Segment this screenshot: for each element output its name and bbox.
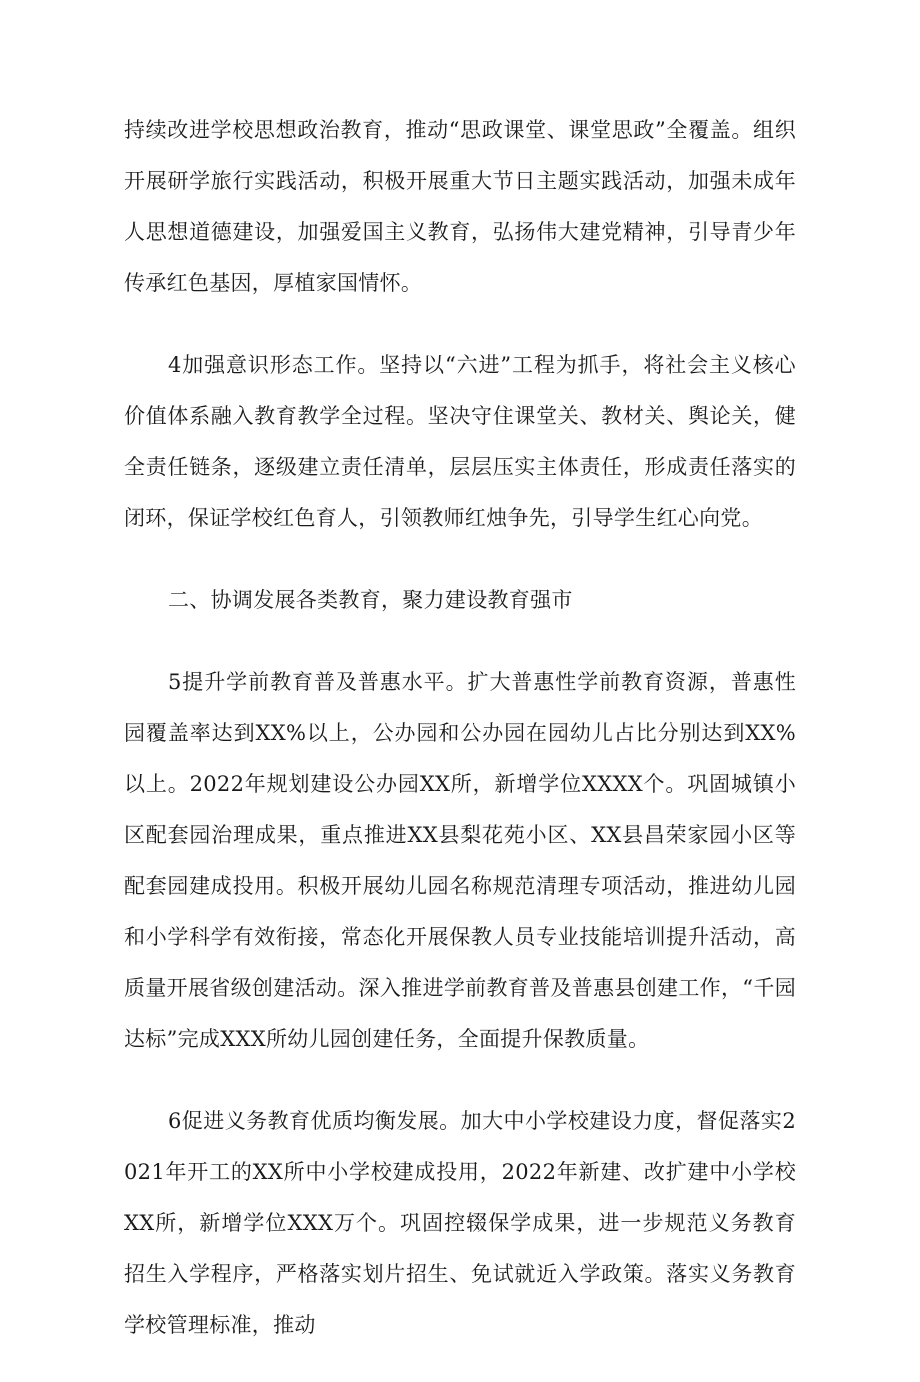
document-body bbox=[124, 105, 796, 1382]
section-heading-coordinated-development: 二、协调发展各类教育，聚力建设教育强市 bbox=[168, 588, 573, 612]
paragraph-compulsory-education: 6促进义务教育优质均衡发展。加大中小学校建设力度，督促落实2021年开工的XX所中小学校建成投用，2022年新建、改扩建中小学校XX所，新增学位XXX万个。巩固控辍保学成果，进一步规范义务教育招生入学程序，严格落实划片招生、免试就近入学政策。落实义务教育学校管理标准，推动 bbox=[124, 1109, 796, 1337]
paragraph-preschool-education: 5提升学前教育普及普惠水平。扩大普惠性学前教育资源，普惠性园覆盖率达到XX%以上，公办园和公办园在园幼儿占比分别达到XX%以上。2022年规划建设公办园XX所，新增学位XXXX个。巩固城镇小区配套园治理成果，重点推进XX县梨花苑小区、XX县昌荣家园小区等配套园建成投用。积极开展幼儿园名称规范清理专项活动，推进幼儿园和小学科学有效衔接，常态化开展保教人员专业技能培训提升活动，高质量开展省级创建活动。深入推进学前教育普及普惠县创建工作，“千园达标”完成XXX所幼儿园创建任务，全面提升保教质量。 bbox=[124, 670, 796, 1051]
paragraph-ideological-education: 持续改进学校思想政治教育，推动“思政课堂、课堂思政”全覆盖。组织开展研学旅行实践活动，积极开展重大节日主题实践活动，加强未成年人思想道德建设，加强爱国主义教育，弘扬伟大建党精神，引导青少年传承红色基因，厚植家国情怀。 bbox=[124, 118, 796, 295]
paragraph-ideology-work: 4加强意识形态工作。坚持以“六进”工程为抓手，将社会主义核心价值体系融入教育教学全过程。坚决守住课堂关、教材关、舆论关，健全责任链条，逐级建立责任清单，层层压实主体责任，形成责任落实的闭环，保证学校红色育人，引领教师红烛争先，引导学生红心向党。 bbox=[124, 353, 796, 530]
